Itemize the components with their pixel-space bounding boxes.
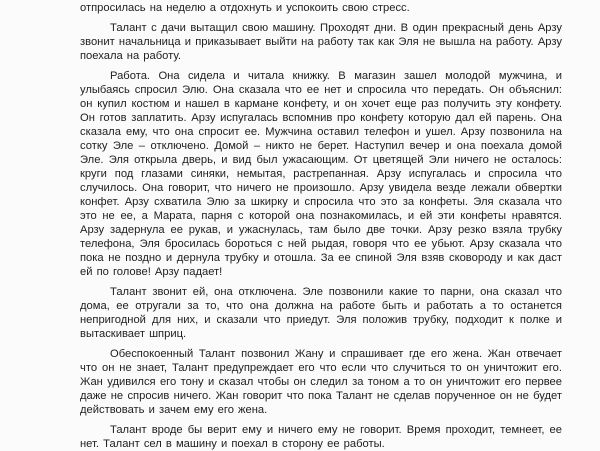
paragraph: Талант вроде бы верит ему и ничего ему не говорит. Время проходит, темнеет, ее нет. Талант сел в машину и поехал в сторону ее работы. xyxy=(80,424,562,450)
paragraph-continuation: отпросилась на неделю а отдохнуть и успокоить свою стресс. xyxy=(80,2,410,14)
paragraph: Талант с дачи вытащил свою машину. Проходят дни. В один прекрасный день Арзу звонит начальница и приказывает выйти на работу так как Эля не вышла на работу. Арзу поехала на работу. xyxy=(80,22,562,62)
paragraph: Обеспокоенный Талант позвонил Жану и спрашивает где его жена. Жан отвечает что он не знает, Талант предупреждает его что если что случиться то он уничтожит его. Жан удивился его тону и сказал чтобы он следил за тоном а то он уничтожит его первее даже не спросив ничего. Жан говорит что пока Талант не сделав порученное он не будет действовать и зачем ему его жена. xyxy=(80,348,562,416)
paragraph: Работа. Она сидела и читала книжку. В магазин зашел молодой мужчина, и улыбаясь спросил Элю. Она сказала что ее нет и спросила что передать. Он объяснил: он купил костюм и нашел в кармане конфету, и он хочет еще раз получить эту конфету. Он готов заплатить. Арзу испугалась вспомнив про конфету которую дал ей парень. Она сказала ему, что она спросит ее. Мужчина оставил телефон и ушел. Арзу позвонила на сотку Эле – отключено. Домой – никто не берет. Наступил вечер и она поехала домой Эле. Эля открыла дверь, и вид был ужасающим. От цветящей Эли ничего не осталось: круги под глазами синяки, немытая, растрепанная. Арзу испугалась и спросила что случилось. Она говорит, что ничего не произошло. Арзу увидела везде лежали обвертки конфет. Арзу схватила Элю за шкирку и спросила что это за конфеты. Эля сказала что это не ее, а Марата, парня с которой она познакомилась, и ей эти конфеты нравятся. Арзу задернула ее рукав, и ужаснулась, там было две точки. Арзу резко взяла трубку телефона, Эля бросилась бороться с ней рыдая, говоря что ее убьют. Арзу сказала что пока не поздно и дернула трубку и отошла. За ее спиной Эля взяв сковороду и как даст ей по голове! Арзу падает! xyxy=(80,70,562,278)
paragraph: Талант звонит ей, она отключена. Эле позвонили какие то парни, она сказал что дома, ее отругали за то, что она должна на работе быть и работать а то останется непригодной для них, и сказали что приедут. Эля положив трубку, подходит к полке и вытаскивает шприц. xyxy=(80,286,562,340)
